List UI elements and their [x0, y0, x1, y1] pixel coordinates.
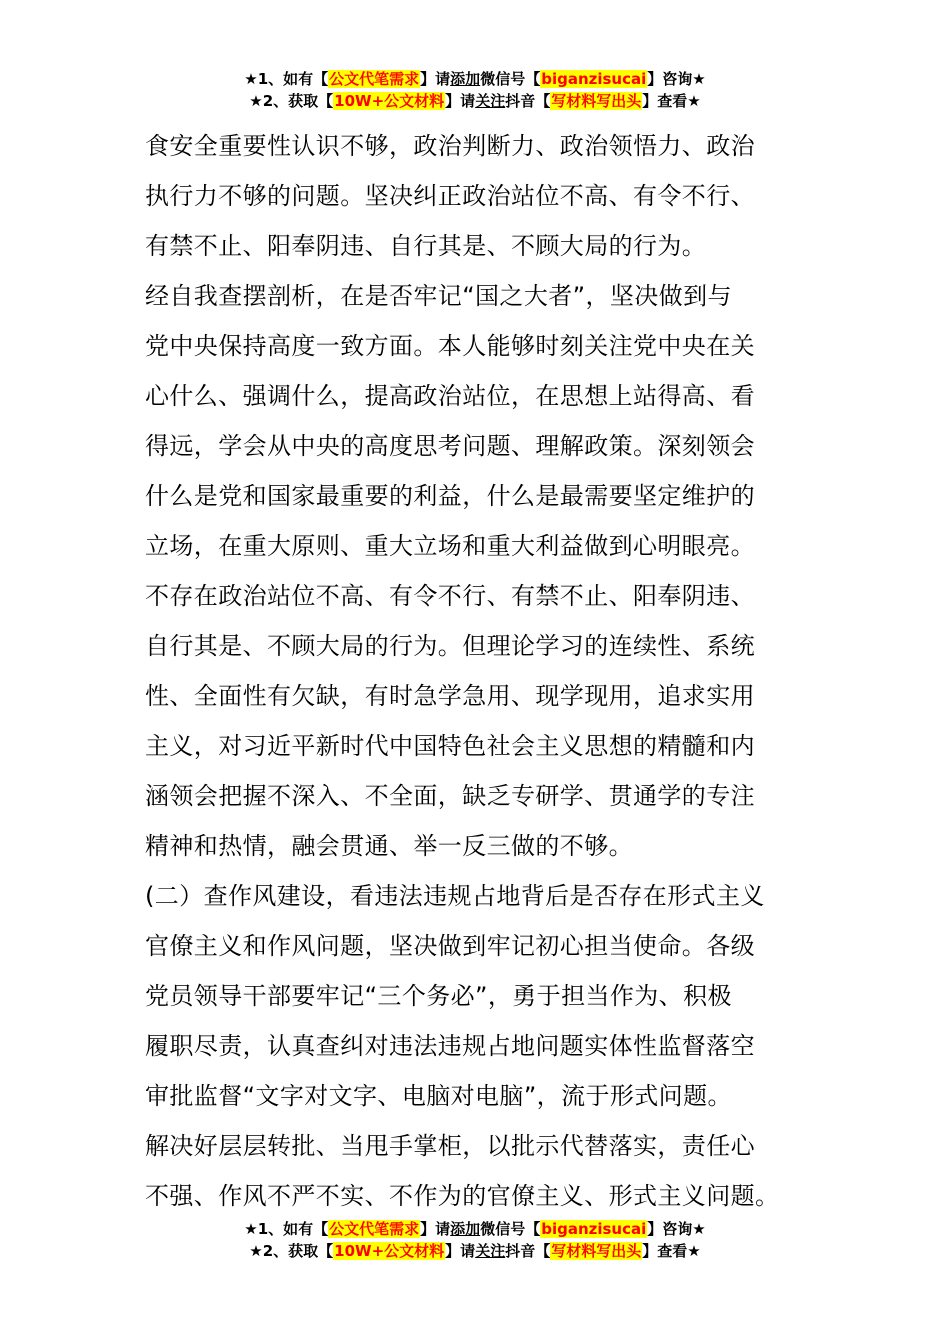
body-line: 不存在政治站位不高、有令不行、有禁不止、阳奉阴违、 — [145, 582, 755, 610]
highlight-materials: 10W+公文材料 — [334, 92, 445, 110]
banner-line-1: ★1、如有【公文代笔需求】请添加微信号【biganzisucai】咨询★ — [244, 70, 706, 88]
highlight-douyin-account: 写材料写出头 — [551, 92, 642, 110]
star-icon: ★ — [687, 92, 701, 110]
body-line: 性、全面性有欠缺，有时急学急用、现学现用，追求实用 — [145, 682, 755, 710]
banner-line-1: ★1、如有【公文代笔需求】请添加微信号【biganzisucai】咨询★ — [244, 1220, 706, 1238]
document-body — [145, 121, 810, 1221]
body-line: 立场，在重大原则、重大立场和重大利益做到心明眼亮。 — [145, 532, 755, 560]
body-line: 什么是党和国家最重要的利益，什么是最需要坚定维护的 — [145, 482, 755, 510]
star-icon: ★ — [244, 70, 258, 88]
body-line: 不强、作风不严不实、不作为的官僚主义、形式主义问题。 — [145, 1182, 780, 1210]
banner-line-2: ★2、获取【10W+公文材料】请关注抖音【写材料写出头】查看★ — [249, 1242, 701, 1260]
body-line: 党中央保持高度一致方面。本人能够时刻关注党中央在关 — [145, 332, 755, 360]
body-line: 解决好层层转批、当甩手掌柜，以批示代替落实，责任心 — [145, 1132, 755, 1160]
body-line: 自行其是、不顾大局的行为。但理论学习的连续性、系统 — [145, 632, 755, 660]
highlight-douyin-account: 写材料写出头 — [551, 1242, 642, 1260]
body-line: 有禁不止、阳奉阴违、自行其是、不顾大局的行为。 — [145, 232, 707, 260]
body-line: 得远，学会从中央的高度思考问题、理解政策。深刻领会 — [145, 432, 755, 460]
body-line: 食安全重要性认识不够，政治判断力、政治领悟力、政治 — [145, 132, 755, 160]
highlight-wechat-id: biganzisucai — [541, 70, 647, 88]
body-line: 官僚主义和作风问题，坚决做到牢记初心担当使命。各级 — [145, 932, 755, 960]
star-icon: ★ — [249, 92, 263, 110]
highlight-service: 公文代笔需求 — [329, 70, 420, 88]
body-line: 执行力不够的问题。坚决纠正政治站位不高、有令不行、 — [145, 182, 755, 210]
banner-line-2: ★2、获取【10W+公文材料】请关注抖音【写材料写出头】查看★ — [249, 92, 701, 110]
star-icon: ★ — [692, 70, 706, 88]
body-line: 主义，对习近平新时代中国特色社会主义思想的精髓和内 — [145, 732, 755, 760]
highlight-materials: 10W+公文材料 — [334, 1242, 445, 1260]
footer-banner — [0, 1218, 950, 1262]
body-line: 审批监督“文字对文字、电脑对电脑”，流于形式问题。 — [145, 1082, 732, 1110]
body-line: 党员领导干部要牢记“三个务必”，勇于担当作为、积极 — [145, 982, 732, 1010]
star-icon: ★ — [687, 1242, 701, 1260]
section-heading-line: (二）查作风建设，看违法违规占地背后是否存在形式主义 — [145, 882, 765, 910]
body-line: 履职尽责，认真查纠对违法违规占地问题实体性监督落空 — [145, 1032, 755, 1060]
highlight-wechat-id: biganzisucai — [541, 1220, 647, 1238]
star-icon: ★ — [249, 1242, 263, 1260]
body-line: 涵领会把握不深入、不全面，缺乏专研学、贯通学的专注 — [145, 782, 755, 810]
star-icon: ★ — [244, 1220, 258, 1238]
highlight-service: 公文代笔需求 — [329, 1220, 420, 1238]
header-banner — [0, 68, 950, 112]
body-line: 心什么、强调什么，提高政治站位，在思想上站得高、看 — [145, 382, 755, 410]
body-line: 经自我查摆剖析，在是否牢记“国之大者”，坚决做到与 — [145, 282, 732, 310]
star-icon: ★ — [692, 1220, 706, 1238]
body-line: 精神和热情，融会贯通、举一反三做的不够。 — [145, 832, 633, 860]
